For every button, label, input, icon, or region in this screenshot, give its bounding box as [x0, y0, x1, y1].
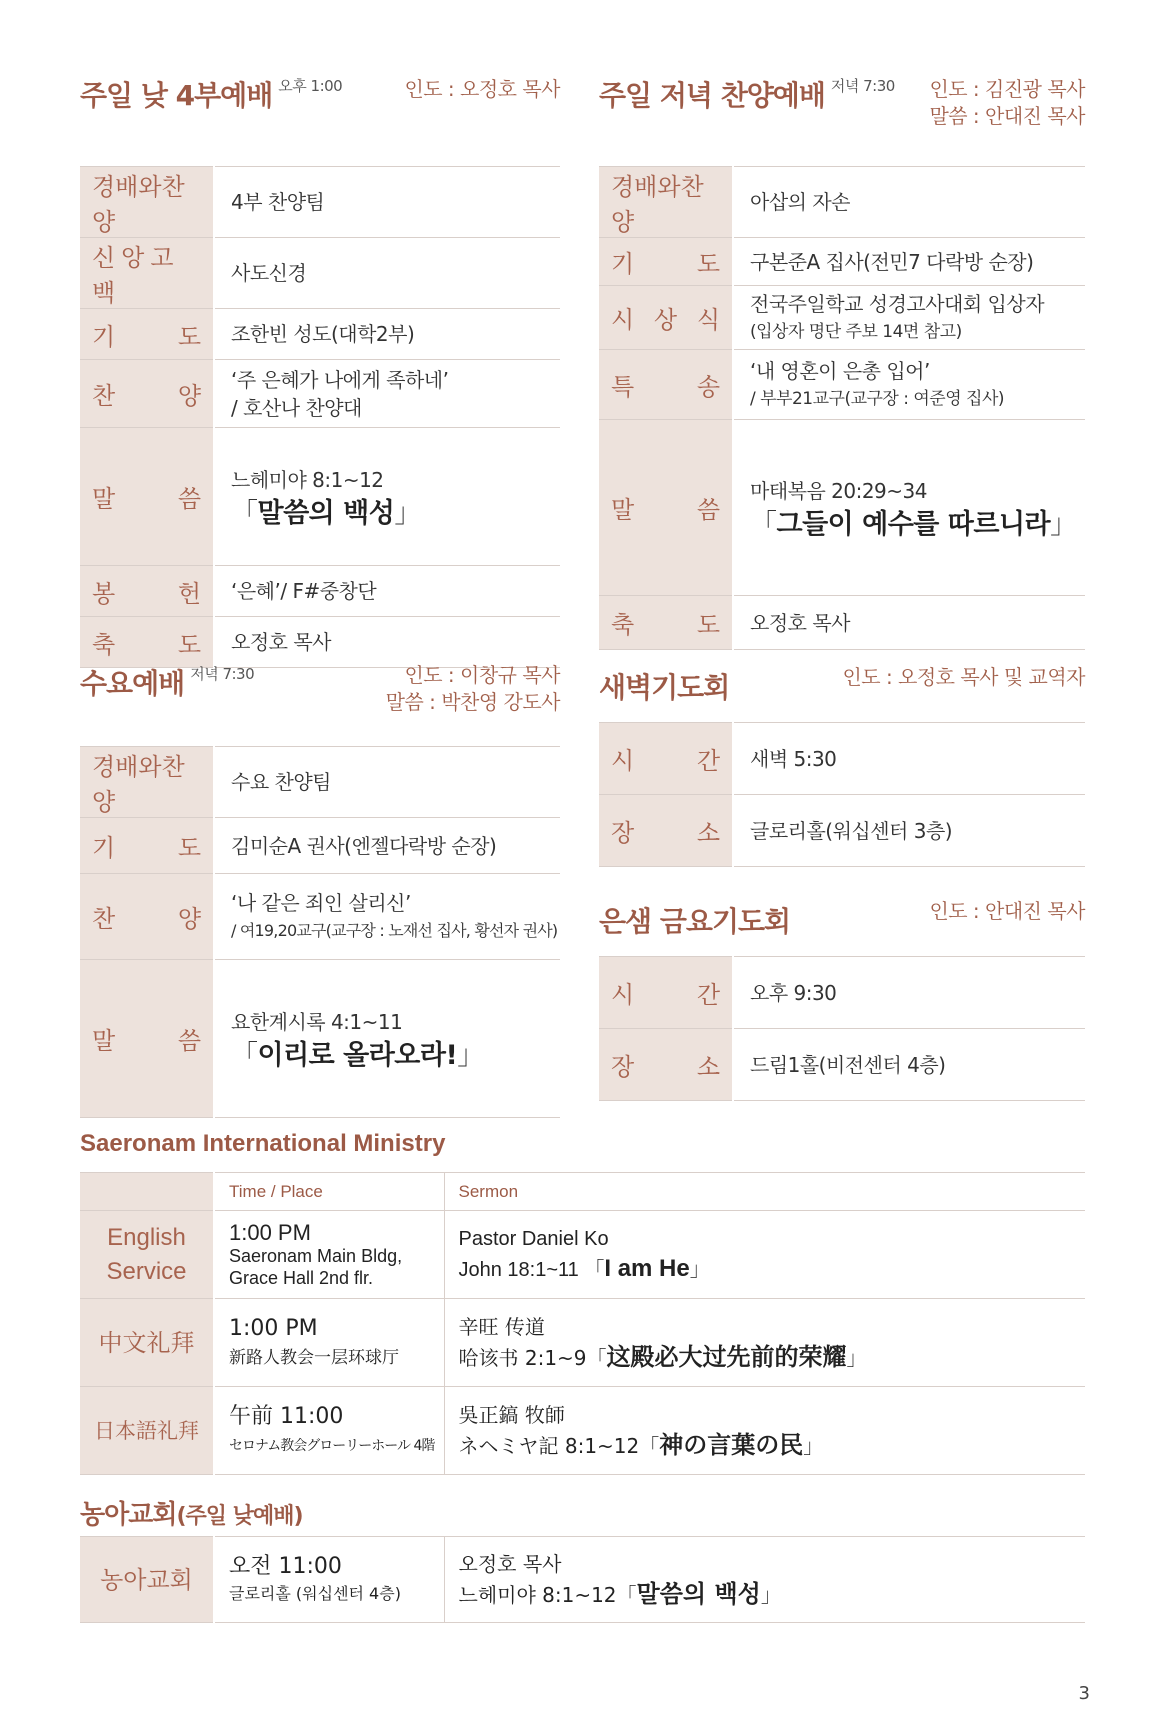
row-value: 수요 찬양팀	[214, 747, 560, 818]
sermon-line: 哈该书 2:1~9「这殿必大过先前的荣耀」	[458, 1343, 867, 1371]
sermon-line: ネヘミヤ記 8:1~12「神の言葉の民」	[458, 1431, 824, 1459]
section-title	[80, 662, 254, 702]
sermon-title: 「이리로 올라오라!」	[231, 1039, 484, 1071]
page-number: 3	[1078, 1683, 1090, 1704]
time-text: 오후 1:00	[278, 77, 343, 95]
row-label: 말 씀	[80, 428, 214, 566]
row-value: ‘은혜’/ F#중창단	[214, 566, 560, 617]
place-text: セロナム教会グローリーホール 4階	[229, 1437, 435, 1454]
leader-text: 인도 : 안대진 목사	[929, 899, 1085, 923]
row-value: 드림1홀(비전센터 4층)	[733, 1029, 1085, 1101]
sermon-cell	[733, 420, 1085, 596]
deaf-church-table	[80, 1536, 1085, 1623]
column-header-time: Time / Place	[214, 1173, 444, 1211]
time-text: 午前 11:00	[229, 1403, 344, 1429]
place-text: 新路人教会一层环球厅	[229, 1347, 399, 1368]
sermon-cell	[214, 960, 560, 1118]
row-label: 경배와찬양	[599, 167, 733, 238]
value-line-2: / 여19,20교구(교구장 : 노재선 집사, 황선자 권사)	[231, 920, 558, 940]
time-text: 오전 11:00	[229, 1553, 342, 1579]
row-label: 기 도	[80, 309, 214, 360]
leader-text: 인도 : 김진광 목사 말씀 : 안대진 목사	[929, 77, 1085, 128]
header-blank	[80, 1173, 214, 1211]
table-header-row	[80, 1173, 1085, 1211]
sermon-cell	[444, 1211, 1085, 1299]
table-row	[599, 723, 1085, 795]
value-line-1: 전국주일학교 성경고사대회 입상자	[750, 291, 1045, 316]
section-title	[80, 74, 342, 114]
table-row	[80, 1537, 1085, 1623]
table-row	[80, 566, 560, 617]
preacher-text: 辛旺 传道	[458, 1315, 545, 1339]
row-label: 시 간	[599, 957, 733, 1029]
row-label: 봉 헌	[80, 566, 214, 617]
time-place-cell	[214, 1211, 444, 1299]
preacher-text: Pastor Daniel Ko	[458, 1228, 609, 1250]
table-row	[599, 238, 1085, 286]
row-label: 축 도	[599, 596, 733, 650]
value-line-1: ‘주 은혜가 나에게 족하네’	[231, 367, 449, 392]
table-row	[80, 1211, 1085, 1299]
sermon-cell	[444, 1299, 1085, 1387]
row-value: 오정호 목사	[733, 596, 1085, 650]
sermon-line: 느헤미야 8:1~12「말씀의 백성」	[458, 1580, 781, 1608]
title-text: 수요예배	[80, 667, 185, 700]
section-title	[599, 74, 895, 114]
row-value: 오후 9:30	[733, 957, 1085, 1029]
table-row	[599, 167, 1085, 238]
row-label: 경배와찬양	[80, 167, 214, 238]
value-line-2: / 호산나 찬양대	[231, 395, 362, 420]
time-place-cell	[214, 1537, 444, 1623]
row-label: 시 상 식	[599, 286, 733, 350]
title-text: 주일 낮 4부예배	[80, 79, 273, 112]
row-label: 말 씀	[599, 420, 733, 596]
row-value	[733, 286, 1085, 350]
section-title: 새벽기도회	[599, 671, 730, 704]
row-label: 장 소	[599, 795, 733, 867]
row-value: 김미순A 권사(엔젤다락방 순장)	[214, 818, 560, 874]
time-place-cell	[214, 1299, 444, 1387]
deaf-church-title: 농아교회(주일 낮예배)	[80, 1500, 303, 1530]
verse-text: 마태복음 20:29~34	[750, 478, 927, 503]
row-value: 아삽의 자손	[733, 167, 1085, 238]
time-text: 저녁 7:30	[190, 665, 255, 683]
row-value: 조한빈 성도(대학2부)	[214, 309, 560, 360]
table-row	[599, 596, 1085, 650]
order-table	[80, 166, 560, 668]
preacher-text: 오정호 목사	[458, 1552, 562, 1576]
row-value: 4부 찬양팀	[214, 167, 560, 238]
row-label: 시 간	[599, 723, 733, 795]
table-row	[599, 420, 1085, 596]
table-row	[599, 1029, 1085, 1101]
section-title: 은샘 금요기도회	[599, 905, 791, 938]
intl-ministry-title: Saeronam International Ministry	[80, 1130, 446, 1157]
row-label: 기 도	[80, 818, 214, 874]
row-value: 오정호 목사	[214, 617, 560, 668]
time-text: 1:00 PM	[229, 1315, 318, 1341]
sermon-title: 「그들이 예수를 따르니라」	[750, 508, 1077, 540]
preacher-text: 吳正鎬 牧師	[458, 1403, 565, 1427]
value-line-2: (입상자 명단 주보 14면 참고)	[750, 321, 962, 342]
table-row	[80, 818, 560, 874]
table-row	[80, 360, 560, 428]
row-label: 경배와찬양	[80, 747, 214, 818]
time-text: 1:00 PM	[229, 1219, 311, 1245]
table-row	[80, 167, 560, 238]
row-value: 글로리홀(워십센터 3층)	[733, 795, 1085, 867]
table-row	[80, 1387, 1085, 1475]
verse-text: 느헤미야 8:1~12	[231, 467, 384, 492]
leader-text: 인도 : 이창규 목사 말씀 : 박찬영 강도사	[385, 663, 560, 714]
leader-text: 인도 : 오정호 목사	[404, 77, 560, 101]
dawn-prayer-section	[599, 662, 1085, 872]
row-value: 새벽 5:30	[733, 723, 1085, 795]
row-label: 中文礼拜	[80, 1299, 214, 1387]
friday-prayer-section	[599, 898, 1085, 1108]
sunday-4-section	[80, 62, 560, 659]
order-table	[80, 746, 560, 1118]
sunday-evening-section	[599, 62, 1085, 638]
title-text: 주일 저녁 찬양예배	[599, 79, 825, 112]
table-row	[80, 1299, 1085, 1387]
row-label: 특 송	[599, 350, 733, 420]
row-label: 장 소	[599, 1029, 733, 1101]
info-table	[599, 722, 1085, 867]
sermon-cell	[444, 1537, 1085, 1623]
intl-ministry-table	[80, 1172, 1085, 1475]
table-row	[80, 960, 560, 1118]
table-row	[599, 795, 1085, 867]
sermon-cell	[444, 1387, 1085, 1475]
row-value	[214, 360, 560, 428]
row-label: English Service	[80, 1211, 214, 1299]
sermon-title: 「말씀의 백성」	[231, 497, 421, 529]
table-row	[80, 428, 560, 566]
wednesday-section	[80, 662, 560, 1102]
place-text: Saeronam Main Bldg, Grace Hall 2nd flr.	[229, 1245, 403, 1288]
table-row	[599, 286, 1085, 350]
row-value	[733, 350, 1085, 420]
table-row	[80, 747, 560, 818]
sermon-cell	[214, 428, 560, 566]
row-label: 농아교회	[80, 1537, 214, 1623]
table-row	[80, 309, 560, 360]
row-label: 신앙고백	[80, 238, 214, 309]
row-value: 구본준A 집사(전민7 다락방 순장)	[733, 238, 1085, 286]
row-label: 말 씀	[80, 960, 214, 1118]
table-row	[80, 238, 560, 309]
table-row	[599, 957, 1085, 1029]
table-row	[80, 617, 560, 668]
verse-text: 요한계시록 4:1~11	[231, 1009, 403, 1034]
row-value	[214, 874, 560, 960]
value-line-2: / 부부21교구(교구장 : 여준영 집사)	[750, 388, 1005, 409]
time-place-cell	[214, 1387, 444, 1475]
row-label: 기 도	[599, 238, 733, 286]
table-row	[599, 350, 1085, 420]
value-line-1: ‘내 영혼이 은총 입어’	[750, 358, 930, 383]
value-line-1: ‘나 같은 죄인 살리신’	[231, 890, 411, 915]
row-label: 日本語礼拜	[80, 1387, 214, 1475]
info-table	[599, 956, 1085, 1101]
place-text: 글로리홀 (워십센터 4층)	[229, 1583, 401, 1603]
leader-text: 인도 : 오정호 목사 및 교역자	[842, 665, 1085, 689]
row-label: 찬 양	[80, 360, 214, 428]
time-text: 저녁 7:30	[830, 77, 895, 95]
row-label: 찬 양	[80, 874, 214, 960]
sermon-line: John 18:1~11 「I am He」	[458, 1255, 710, 1282]
row-label: 축 도	[80, 617, 214, 668]
row-value: 사도신경	[214, 238, 560, 309]
order-table	[599, 166, 1085, 650]
table-row	[80, 874, 560, 960]
column-header-sermon: Sermon	[444, 1173, 1085, 1211]
